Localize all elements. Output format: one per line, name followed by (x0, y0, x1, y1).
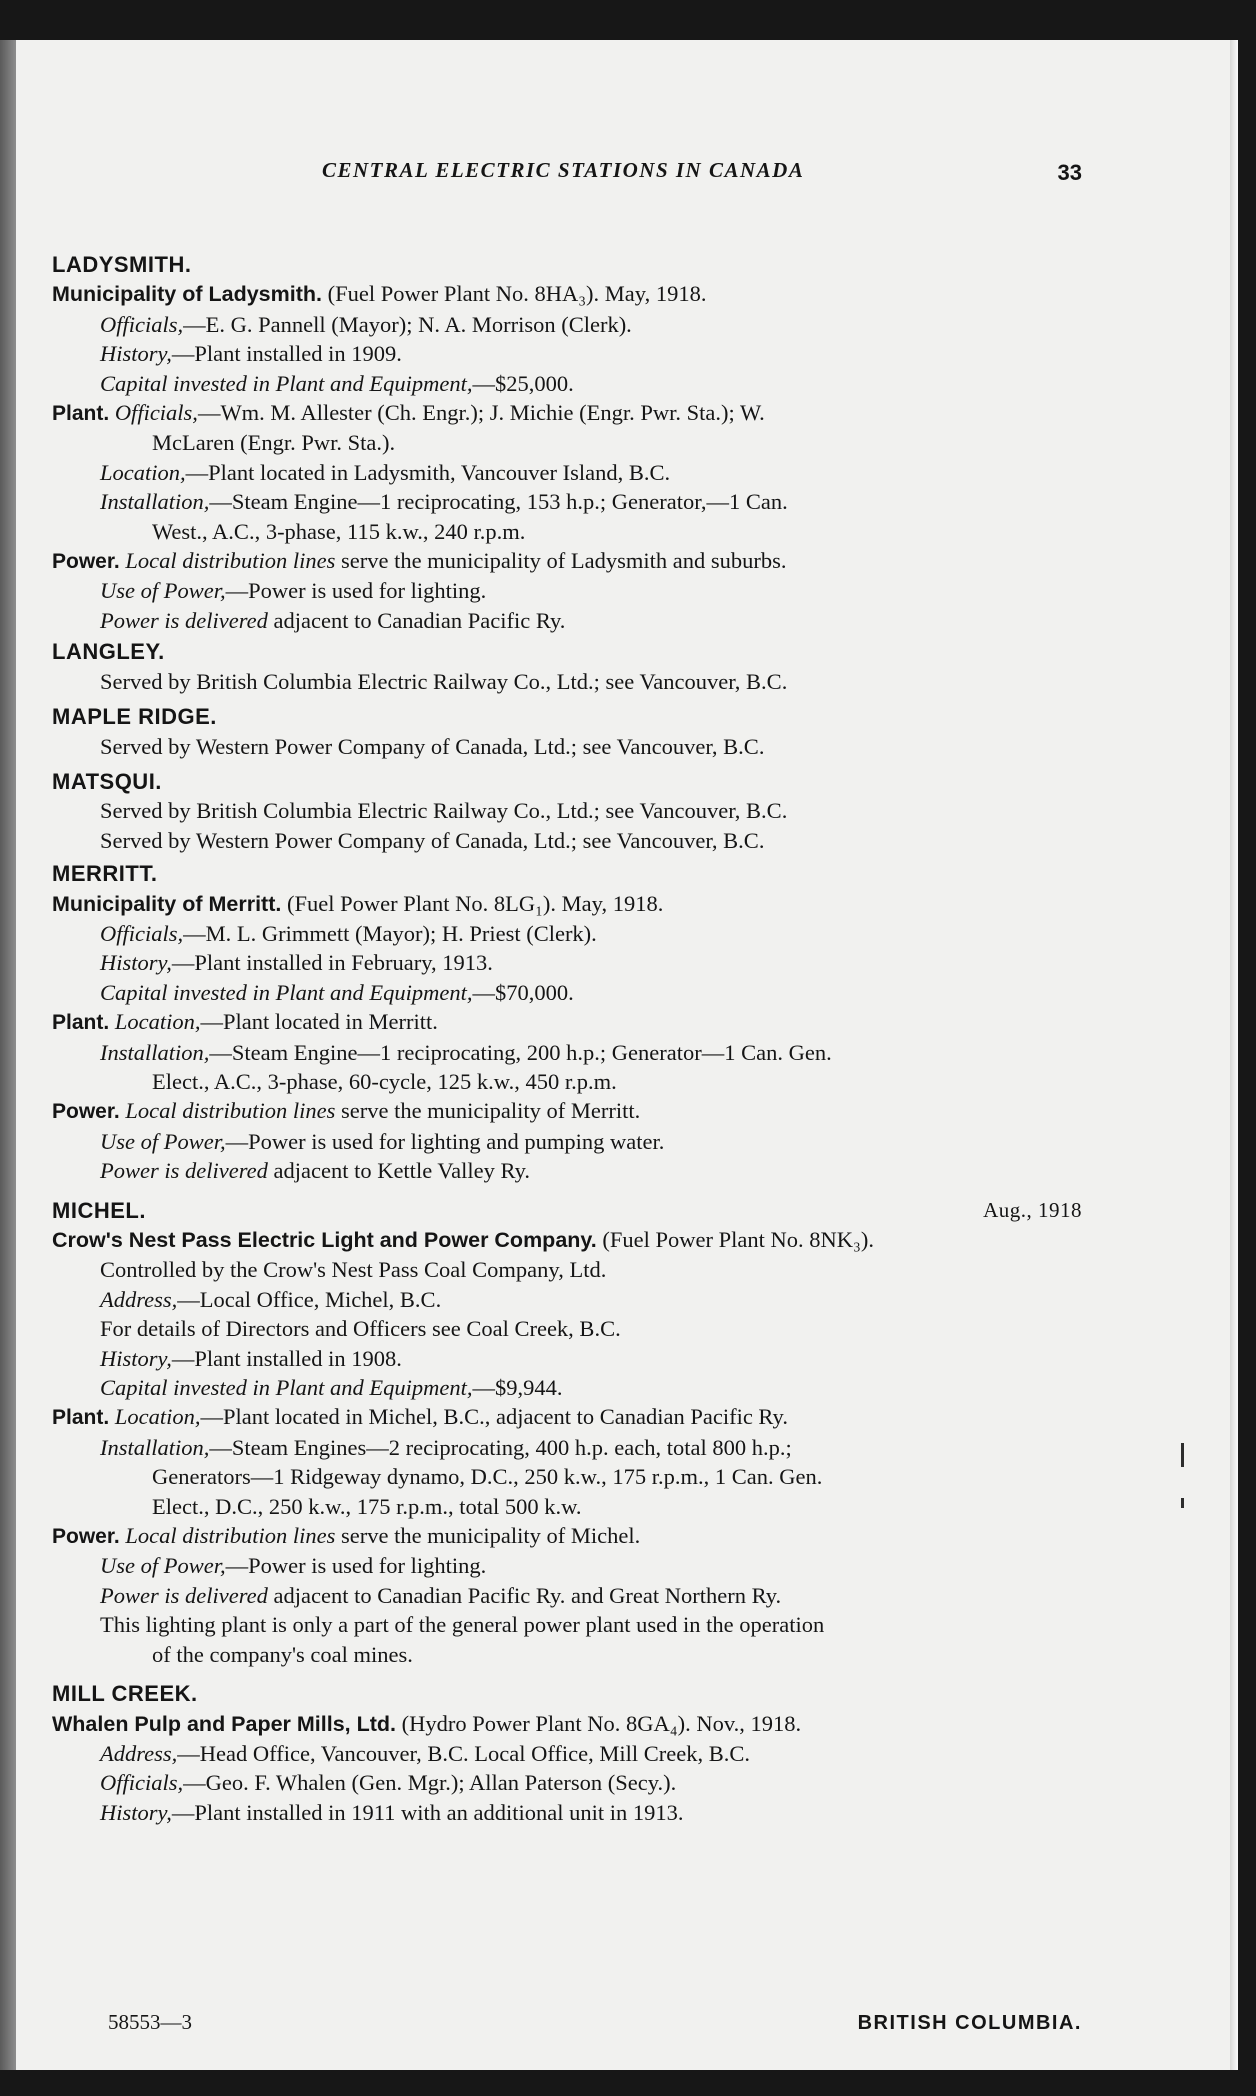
delivered-line (52, 1156, 1082, 1185)
capital-text: —$9,944. (472, 1375, 563, 1401)
page-header (52, 158, 1082, 188)
location-label: Location, (109, 1009, 201, 1035)
delivered-label: Power is delivered (100, 1158, 268, 1184)
history-text: —Plant installed in 1911 with an additional unit in 1913. (171, 1799, 684, 1825)
installation-text: —Steam Engine—1 reciprocating, 153 h.p.; Generator,—1 Can. (209, 489, 788, 515)
installation-line (52, 487, 1082, 516)
place-heading-michel (52, 1196, 1082, 1225)
served-line: Served by Western Power Company of Canada, Ltd.; see Vancouver, B.C. (100, 827, 765, 853)
plant-heading: Plant. (52, 1406, 110, 1430)
use-text: —Power is used for lighting and pumping water. (225, 1128, 665, 1154)
officials-text: —M. L. Grimmett (Mayor); H. Priest (Clerk). (183, 920, 597, 946)
distribution-text: serve the municipality of Michel. (335, 1523, 641, 1549)
installation-continuation: West., A.C., 3-phase, 115 k.w., 240 r.p.m. (152, 518, 526, 544)
served-line: Served by Western Power Company of Canada, Ltd.; see Vancouver, B.C. (100, 733, 765, 759)
plant-heading: Plant. (52, 402, 110, 426)
installation-text: —Steam Engine—1 reciprocating, 200 h.p.; Generator—1 Can. Gen. (209, 1039, 832, 1065)
company-name: Crow's Nest Pass Electric Light and Power Company. (52, 1228, 597, 1252)
location-text: —Plant located in Merritt. (200, 1009, 438, 1035)
delivered-text: adjacent to Canadian Pacific Ry. and Great Northern Ry. (267, 1582, 782, 1608)
province-label: BRITISH COLUMBIA. (857, 2012, 1082, 2034)
officials-label: Officials, (100, 1770, 184, 1796)
distribution-label: Local distribution lines (119, 1098, 336, 1124)
history-text: —Plant installed in 1909. (171, 341, 402, 367)
history-text: —Plant installed in February, 1913. (171, 950, 493, 976)
use-label: Use of Power, (100, 1553, 226, 1579)
scan-mark (1181, 1498, 1184, 1508)
installation-label: Installation, (100, 1039, 210, 1065)
plant-note: (Fuel Power Plant No. 8LG₁). May, 1918. (281, 890, 664, 916)
use-label: Use of Power, (100, 578, 226, 604)
place-heading-ladysmith: LADYSMITH. (52, 252, 192, 277)
plant-note: (Hydro Power Plant No. 8GA₄). Nov., 1918. (396, 1710, 802, 1736)
details-line: For details of Directors and Officers see Coal Creek, B.C. (100, 1316, 621, 1342)
officials-label: Officials, (109, 400, 198, 426)
capital-text: —$25,000. (472, 370, 574, 396)
capital-line (52, 369, 1082, 398)
delivered-line (52, 1581, 1082, 1610)
place-heading-mill-creek: MILL CREEK. (52, 1681, 198, 1707)
delivered-line (52, 606, 1082, 635)
address-label: Address, (100, 1740, 178, 1766)
installation-line (52, 1433, 1082, 1462)
report-date: Aug., 1918 (983, 1197, 1082, 1222)
address-text: —Head Office, Vancouver, B.C. Local Office, Mill Creek, B.C. (177, 1740, 751, 1766)
installation-continuation: Generators—1 Ridgeway dynamo, D.C., 250 k.w., 175 r.p.m., 1 Can. Gen. (152, 1464, 823, 1490)
officials-text: —Wm. M. Allester (Ch. Engr.); J. Michie (Engr. Pwr. Sta.); W. (197, 400, 765, 426)
history-label: History, (100, 950, 172, 976)
power-heading: Power. (52, 550, 120, 574)
power-line (52, 1096, 1082, 1126)
company-name: Whalen Pulp and Paper Mills, Ltd. (52, 1711, 397, 1736)
place-heading-langley: LANGLEY. (52, 639, 165, 665)
plant-note: (Fuel Power Plant No. 8HA₃). May, 1918. (321, 281, 707, 307)
address-line (52, 1285, 1082, 1314)
officials-label: Officials, (100, 920, 184, 946)
history-label: History, (100, 341, 172, 367)
history-label: History, (100, 1345, 172, 1371)
installation-continuation: Elect., D.C., 250 k.w., 175 r.p.m., total 500 k.w. (152, 1493, 582, 1519)
installation-continuation: Elect., A.C., 3-phase, 60-cycle, 125 k.w., 450 r.p.m. (152, 1068, 617, 1094)
print-number: 58553—3 (108, 2010, 192, 2034)
page-number: 33 (1057, 160, 1082, 185)
use-line (52, 1127, 1082, 1156)
power-line (52, 1521, 1082, 1551)
location-label: Location, (100, 459, 186, 485)
capital-line (52, 1373, 1082, 1402)
officials-text: —E. G. Pannell (Mayor); N. A. Morrison (Clerk). (183, 311, 632, 337)
scan-mark (1181, 1443, 1184, 1467)
officials-label: Officials, (100, 311, 184, 337)
location-label: Location, (109, 1404, 201, 1430)
company-line (52, 889, 1082, 919)
installation-line (52, 1038, 1082, 1067)
delivered-label: Power is delivered (100, 607, 268, 633)
place-name: MICHEL. (52, 1197, 146, 1223)
power-line (52, 546, 1082, 576)
plant-note: (Fuel Power Plant No. 8NK₃). (596, 1227, 874, 1252)
officials-text: —Geo. F. Whalen (Gen. Mgr.); Allan Paterson (Secy.). (183, 1770, 677, 1796)
officials-line (52, 310, 1082, 339)
company-name: Municipality of Ladysmith. (52, 282, 322, 307)
power-heading: Power. (52, 1525, 120, 1549)
delivered-text: adjacent to Kettle Valley Ry. (267, 1158, 531, 1184)
history-line (52, 1344, 1082, 1373)
capital-label: Capital invested in Plant and Equipment, (100, 979, 473, 1005)
company-line (52, 1709, 1082, 1739)
location-text: —Plant located in Ladysmith, Vancouver Island, B.C. (185, 459, 671, 485)
note-line: This lighting plant is only a part of the general power plant used in the operation (100, 1612, 825, 1638)
document-page (16, 40, 1238, 2070)
capital-label: Capital invested in Plant and Equipment, (100, 1375, 473, 1401)
page-edge (1230, 40, 1238, 2070)
capital-line (52, 978, 1082, 1007)
distribution-label: Local distribution lines (119, 548, 336, 574)
address-label: Address, (100, 1286, 178, 1312)
power-heading: Power. (52, 1100, 120, 1124)
entries (52, 250, 1082, 1827)
capital-text: —$70,000. (472, 979, 574, 1005)
company-line (52, 1225, 1082, 1255)
distribution-label: Local distribution lines (119, 1523, 336, 1549)
scan-binding-edge (0, 40, 16, 2070)
use-line (52, 1551, 1082, 1580)
served-line: Served by British Columbia Electric Railway Co., Ltd.; see Vancouver, B.C. (100, 668, 788, 694)
officials-continuation: McLaren (Engr. Pwr. Sta.). (152, 430, 396, 456)
installation-label: Installation, (100, 489, 210, 515)
use-line (52, 576, 1082, 605)
history-text: —Plant installed in 1908. (171, 1345, 402, 1371)
history-line (52, 948, 1082, 977)
note-continuation: of the company's coal mines. (152, 1641, 413, 1667)
officials-line (52, 1768, 1082, 1797)
controlled-line: Controlled by the Crow's Nest Pass Coal Company, Ltd. (100, 1257, 607, 1283)
plant-location-line (52, 1007, 1082, 1037)
use-text: —Power is used for lighting. (225, 578, 487, 604)
address-line (52, 1739, 1082, 1768)
plant-location-line (52, 1402, 1082, 1432)
delivered-text: adjacent to Canadian Pacific Ry. (267, 607, 566, 633)
installation-label: Installation, (100, 1434, 210, 1460)
history-line (52, 1798, 1082, 1827)
company-line (52, 279, 1082, 309)
history-label: History, (100, 1799, 172, 1825)
address-text: —Local Office, Michel, B.C. (177, 1286, 442, 1312)
place-heading-matsqui: MATSQUI. (52, 768, 162, 794)
company-name: Municipality of Merritt. (52, 891, 282, 916)
officials-line (52, 919, 1082, 948)
delivered-label: Power is delivered (100, 1582, 268, 1608)
distribution-text: serve the municipality of Merritt. (335, 1098, 641, 1124)
place-heading-merritt: MERRITT. (52, 861, 158, 887)
plant-officials-line (52, 398, 1082, 428)
use-text: —Power is used for lighting. (225, 1553, 487, 1579)
distribution-text: serve the municipality of Ladysmith and suburbs. (335, 548, 787, 574)
plant-heading: Plant. (52, 1011, 110, 1035)
capital-label: Capital invested in Plant and Equipment, (100, 370, 473, 396)
place-heading-maple-ridge: MAPLE RIDGE. (52, 704, 217, 730)
installation-text: —Steam Engines—2 reciprocating, 400 h.p. each, total 800 h.p.; (209, 1434, 792, 1460)
location-text: —Plant located in Michel, B.C., adjacent to Canadian Pacific Ry. (200, 1404, 788, 1430)
served-line: Served by British Columbia Electric Railway Co., Ltd.; see Vancouver, B.C. (100, 798, 788, 824)
location-line (52, 458, 1082, 487)
use-label: Use of Power, (100, 1128, 226, 1154)
running-title: CENTRAL ELECTRIC STATIONS IN CANADA (322, 158, 805, 182)
history-line (52, 339, 1082, 368)
